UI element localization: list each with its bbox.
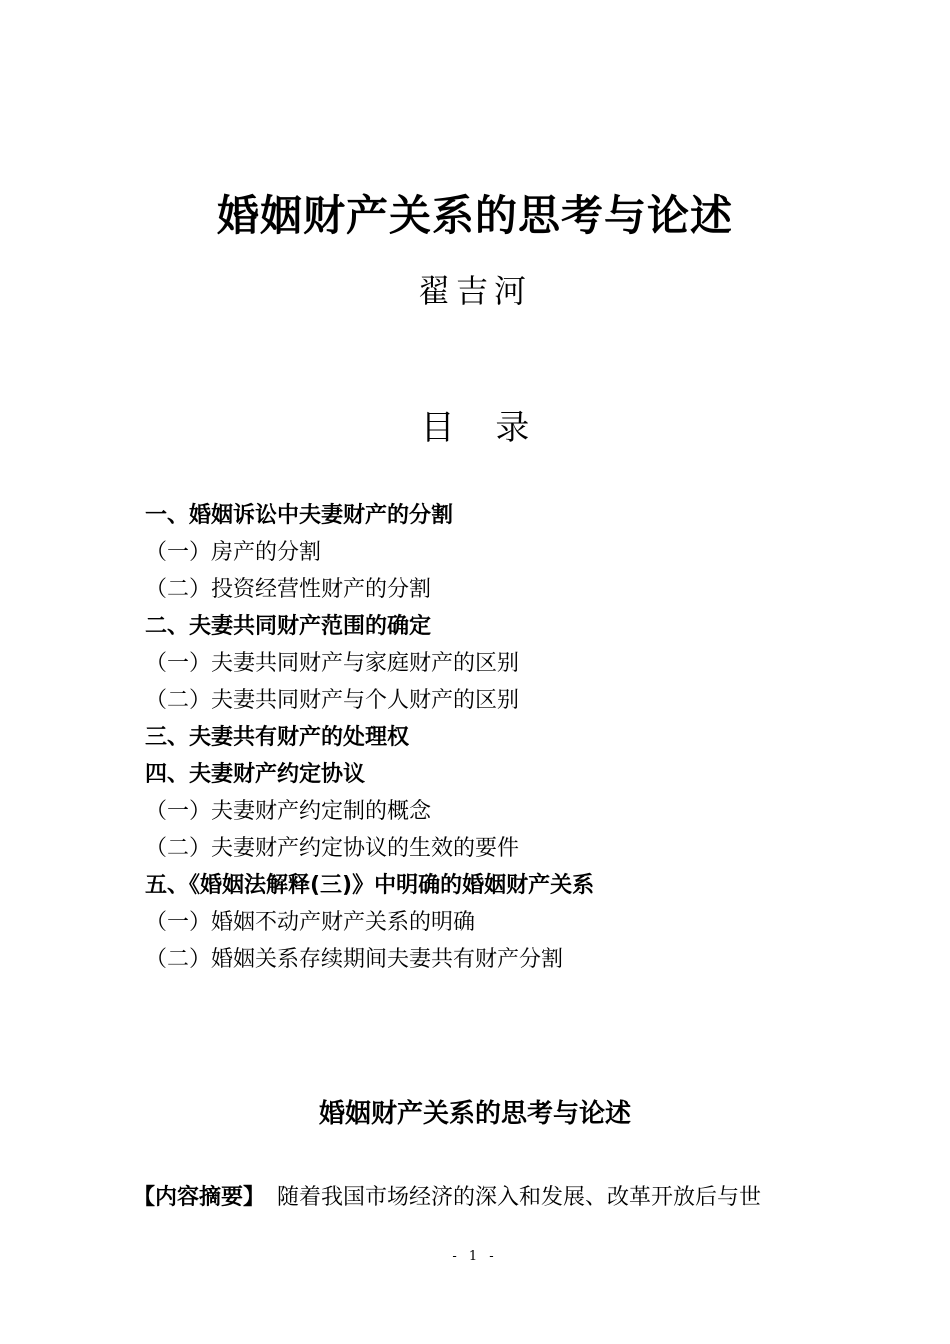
toc-heading: 目 录 (420, 408, 530, 448)
abstract-text: 随着我国市场经济的深入和发展、改革开放后与世 (277, 1185, 762, 1210)
toc-item: 五、《婚姻法解释(三)》中明确的婚姻财产关系 (145, 873, 595, 898)
table-of-contents (145, 497, 845, 978)
toc-item: （一）夫妻财产约定制的概念 (145, 799, 432, 824)
toc-item: （二）夫妻财产约定协议的生效的要件 (145, 836, 520, 861)
toc-item: （一）婚姻不动产财产关系的明确 (145, 910, 476, 935)
toc-item: （二）夫妻共同财产与个人财产的区别 (145, 688, 520, 713)
section-title: 婚姻财产关系的思考与论述 (318, 1099, 631, 1129)
toc-item: 二、夫妻共同财产范围的确定 (145, 614, 432, 639)
author-name: 翟吉河 (417, 272, 532, 310)
toc-item: （一）夫妻共同财产与家庭财产的区别 (145, 651, 520, 676)
toc-item: （二）婚姻关系存续期间夫妻共有财产分割 (145, 947, 564, 972)
page-number: - 1 - (452, 1249, 498, 1264)
abstract-paragraph (133, 1180, 833, 1216)
toc-item: 三、夫妻共有财产的处理权 (145, 725, 410, 750)
toc-item: 一、婚姻诉讼中夫妻财产的分割 (145, 503, 454, 528)
toc-item: 四、夫妻财产约定协议 (145, 762, 366, 787)
document-title: 婚姻财产关系的思考与论述 (216, 191, 733, 240)
abstract-label: 【内容摘要】 (133, 1185, 266, 1210)
toc-item: （一）房产的分割 (145, 540, 322, 565)
toc-item: （二）投资经营性财产的分割 (145, 577, 432, 602)
